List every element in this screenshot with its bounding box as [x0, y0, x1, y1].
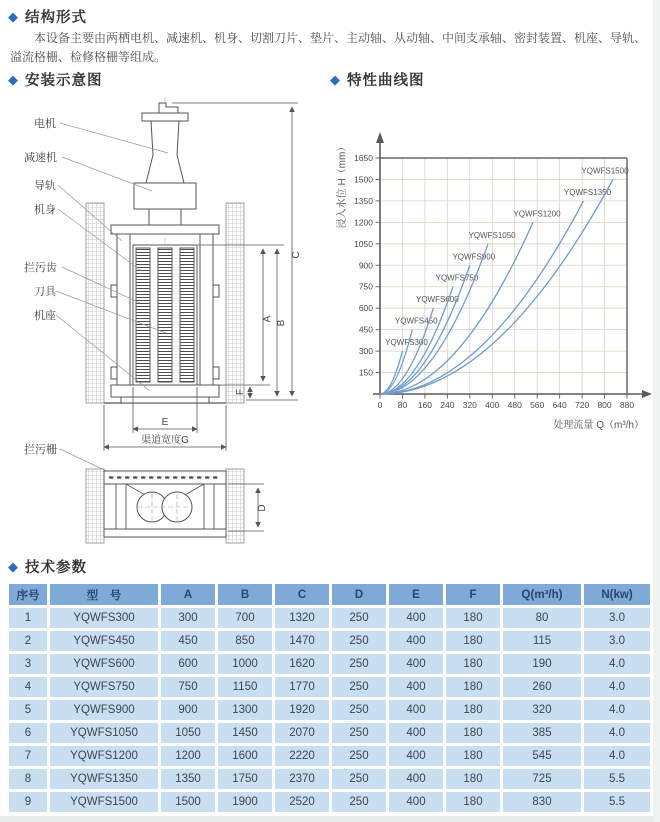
table-cell: YQWFS450	[50, 631, 158, 651]
table-cell: 250	[332, 677, 386, 697]
table-cell: 320	[503, 700, 581, 720]
dim-channel-width: 渠道宽度G	[141, 435, 189, 446]
label-body: 机身	[34, 204, 56, 216]
motor-flange	[142, 113, 188, 121]
base-plate	[121, 397, 209, 403]
table-cell: 2070	[275, 723, 329, 743]
section-heading-structure	[8, 6, 87, 27]
table-cell: 900	[161, 700, 215, 720]
page-edge-bottom	[0, 816, 660, 822]
table-cell: 1320	[275, 608, 329, 628]
y-tick-label: 900	[358, 260, 373, 271]
table-cell: 190	[503, 654, 581, 674]
table-header-cell: B	[218, 584, 272, 605]
table-header-cell: 序号	[9, 584, 47, 605]
table-cell: 1000	[218, 654, 272, 674]
x-tick-label: 0	[377, 400, 383, 410]
table-cell: YQWFS1050	[50, 723, 158, 743]
table-cell: 180	[446, 723, 500, 743]
table-cell: 1050	[161, 723, 215, 743]
table-cell: 250	[332, 654, 386, 674]
table-cell: 2370	[275, 769, 329, 789]
table-cell: 260	[503, 677, 581, 697]
table-cell: 600	[161, 654, 215, 674]
section-title: 结构形式	[25, 10, 87, 26]
dim-e: E	[161, 417, 169, 428]
label-guide-rail: 导轨	[34, 180, 56, 192]
curve-label: YQWFS1500	[581, 166, 629, 176]
table-cell: 1750	[218, 769, 272, 789]
structure-description: 本设备主要由两栖电机、减速机、机身、切割刀片、垫片、主动轴、从动轴、中间支承轴、密封装置、机座、导轨、溢流格栅、检修格栅等组成。	[10, 31, 647, 65]
table-cell: 180	[446, 677, 500, 697]
x-tick-label: 720	[574, 400, 590, 410]
table-header-row	[9, 584, 650, 605]
table-row	[9, 654, 650, 674]
table-cell: 180	[446, 700, 500, 720]
machine-elevation	[111, 103, 219, 403]
table-cell: 180	[446, 608, 500, 628]
curve-label: YQWFS900	[452, 252, 496, 262]
table-row	[9, 700, 650, 720]
section-title: 特性曲线图	[347, 73, 425, 89]
table-cell: 4.0	[584, 746, 650, 766]
y-axis-arrow-icon	[376, 132, 384, 143]
dim-d: D	[257, 504, 268, 512]
table-header-cell: A	[161, 584, 215, 605]
section-title: 技术参数	[25, 560, 87, 576]
table-cell: 5.5	[584, 769, 650, 789]
y-tick-label: 450	[358, 324, 373, 335]
table-cell: 6	[9, 723, 47, 743]
page-edge-right	[653, 0, 660, 822]
y-tick-label: 150	[358, 367, 373, 378]
x-tick-label: 160	[417, 400, 433, 410]
table-cell: 250	[332, 769, 386, 789]
y-tick-label: 1650	[354, 153, 373, 163]
table-cell: 250	[332, 746, 386, 766]
table-cell: 1200	[161, 746, 215, 766]
table-cell: 2	[9, 631, 47, 651]
table-cell: 450	[161, 631, 215, 651]
curve-label: YQWFS1350	[563, 187, 612, 197]
table-cell: 1470	[275, 631, 329, 651]
trash-teeth-column	[136, 248, 150, 382]
left-guide-rail	[117, 234, 130, 386]
table-cell: 400	[389, 769, 443, 789]
table-header-cell: Q(m³/h)	[503, 584, 581, 605]
curve-label: YQWFS1200	[513, 209, 561, 219]
table-cell: 400	[389, 631, 443, 651]
y-tick-label: 1050	[354, 238, 373, 249]
dim-b: B	[276, 319, 287, 327]
table-header-cell: C	[275, 584, 329, 605]
table-cell: 1500	[161, 792, 215, 812]
table-cell: 9	[9, 792, 47, 812]
table-header-cell: D	[332, 584, 386, 605]
label-trash-rack: 拦污栅	[24, 444, 57, 456]
table-header-cell: E	[389, 584, 443, 605]
table-cell: YQWFS600	[50, 654, 158, 674]
table-cell: YQWFS900	[50, 700, 158, 720]
table-cell: 4	[9, 677, 47, 697]
bottom-beam	[111, 385, 219, 397]
table-cell: 1	[9, 608, 47, 628]
table-cell: 1900	[218, 792, 272, 812]
x-axis-title: 处理流量 Q（m³/h）	[553, 420, 644, 431]
table-cell: 385	[503, 723, 581, 743]
guide-block	[111, 367, 117, 379]
motor-cap	[159, 103, 178, 113]
curve-label: YQWFS1050	[468, 230, 516, 240]
table-cell: 700	[218, 608, 272, 628]
table-header-cell: N(kw)	[584, 584, 650, 605]
guide-block	[213, 285, 219, 297]
table-cell: 5.5	[584, 792, 650, 812]
table-cell: 725	[503, 769, 581, 789]
table-cell: 400	[389, 700, 443, 720]
table-cell: 180	[446, 792, 500, 812]
table-cell: 180	[446, 746, 500, 766]
y-tick-label: 1200	[354, 217, 373, 228]
y-tick-label: 1500	[354, 174, 373, 185]
table-cell: 250	[332, 700, 386, 720]
table-cell: 7	[9, 746, 47, 766]
table-cell: 400	[389, 746, 443, 766]
x-tick-label: 400	[485, 400, 500, 410]
table-cell: 4.0	[584, 700, 650, 720]
table-cell: 3	[9, 654, 47, 674]
right-guide-rail	[200, 234, 213, 386]
table-cell: 1450	[218, 723, 272, 743]
x-tick-label: 800	[597, 400, 612, 410]
table-header-cell: 型 号	[50, 584, 158, 605]
section-heading-installation	[8, 69, 103, 90]
table-cell: 4.0	[584, 677, 650, 697]
table-cell: 4.0	[584, 723, 650, 743]
table-cell: 1150	[218, 677, 272, 697]
table-cell: 830	[503, 792, 581, 812]
dim-a: A	[262, 315, 273, 323]
table-header-cell: F	[446, 584, 500, 605]
table-row	[9, 631, 650, 651]
table-cell: 1350	[161, 769, 215, 789]
table-cell: 400	[389, 792, 443, 812]
diamond-icon: ◆	[8, 9, 18, 24]
x-tick-label: 80	[397, 400, 408, 410]
y-tick-label: 750	[358, 281, 373, 292]
table-cell: 400	[389, 723, 443, 743]
table-row	[9, 746, 650, 766]
section-heading-curves	[330, 69, 425, 90]
label-trash-teeth: 拦污齿	[24, 262, 57, 274]
table-cell: 80	[503, 608, 581, 628]
y-axis-title: 浸入水位 H（mm）	[337, 141, 348, 229]
table-cell: 250	[332, 723, 386, 743]
table-cell: 4.0	[584, 654, 650, 674]
table-cell: 1770	[275, 677, 329, 697]
table-cell: 115	[503, 631, 581, 651]
table-cell: 250	[332, 631, 386, 651]
table-row	[9, 792, 650, 812]
table-cell: 400	[389, 654, 443, 674]
table-row	[9, 608, 650, 628]
curve-label: YQWFS450	[394, 316, 438, 326]
curve-label: YQWFS600	[415, 295, 459, 305]
x-axis-arrow-icon	[642, 390, 652, 398]
x-tick-label: 480	[507, 400, 522, 410]
cutter-column	[158, 248, 172, 382]
label-reducer: 减速机	[24, 152, 57, 164]
table-cell: 2520	[275, 792, 329, 812]
table-cell: 250	[332, 792, 386, 812]
table-cell: YQWFS1500	[50, 792, 158, 812]
table-cell: 180	[446, 631, 500, 651]
table-cell: YQWFS300	[50, 608, 158, 628]
x-tick-label: 320	[462, 400, 477, 410]
table-cell: YQWFS750	[50, 677, 158, 697]
dim-c: C	[291, 251, 302, 259]
section-title: 安装示意图	[25, 73, 103, 89]
curve-label: YQWFS750	[435, 273, 479, 283]
section-heading-parameters	[8, 556, 87, 577]
reducer-body	[134, 183, 196, 209]
table-cell: 1620	[275, 654, 329, 674]
table-cell: 180	[446, 769, 500, 789]
dim-f: F	[235, 388, 246, 396]
x-tick-label: 240	[440, 400, 455, 410]
trash-teeth-column	[180, 248, 194, 382]
neck	[149, 209, 181, 225]
table-cell: 1300	[218, 700, 272, 720]
table-cell: 750	[161, 677, 215, 697]
table-cell: 1600	[218, 746, 272, 766]
table-cell: 180	[446, 654, 500, 674]
table-row	[9, 769, 650, 789]
diamond-icon: ◆	[8, 72, 18, 87]
label-motor: 电机	[34, 118, 56, 130]
table-row	[9, 677, 650, 697]
table-cell: 545	[503, 746, 581, 766]
y-tick-label: 1350	[354, 195, 373, 206]
part-labels	[24, 116, 57, 456]
table-cell: 3.0	[584, 608, 650, 628]
label-base: 机座	[34, 310, 56, 322]
x-tick-label: 880	[619, 400, 635, 410]
table-cell: 850	[218, 631, 272, 651]
table-cell: 400	[389, 677, 443, 697]
table-cell: 8	[9, 769, 47, 789]
table-cell: 5	[9, 700, 47, 720]
table-cell: 3.0	[584, 631, 650, 651]
diamond-icon: ◆	[8, 559, 18, 574]
table-cell: 250	[332, 608, 386, 628]
table-cell: YQWFS1350	[50, 769, 158, 789]
x-tick-label: 560	[530, 400, 545, 410]
technical-parameters-table	[6, 581, 653, 815]
y-tick-label: 600	[358, 303, 373, 314]
table-cell: YQWFS1200	[50, 746, 158, 766]
curve-label: YQWFS300	[385, 338, 428, 348]
x-tick-label: 640	[552, 400, 567, 410]
section-view	[86, 469, 268, 543]
table-cell: 2220	[275, 746, 329, 766]
guide-block	[213, 367, 219, 379]
table-cell: 400	[389, 608, 443, 628]
frame-top-plate	[111, 225, 219, 234]
diamond-icon: ◆	[330, 72, 340, 87]
installation-diagram	[0, 95, 330, 560]
y-tick-label: 300	[358, 346, 373, 357]
table-cell: 1920	[275, 700, 329, 720]
label-cutter: 刀具	[34, 286, 56, 298]
table-row	[9, 723, 650, 743]
table-cell: 300	[161, 608, 215, 628]
characteristic-curve-chart	[330, 100, 660, 458]
